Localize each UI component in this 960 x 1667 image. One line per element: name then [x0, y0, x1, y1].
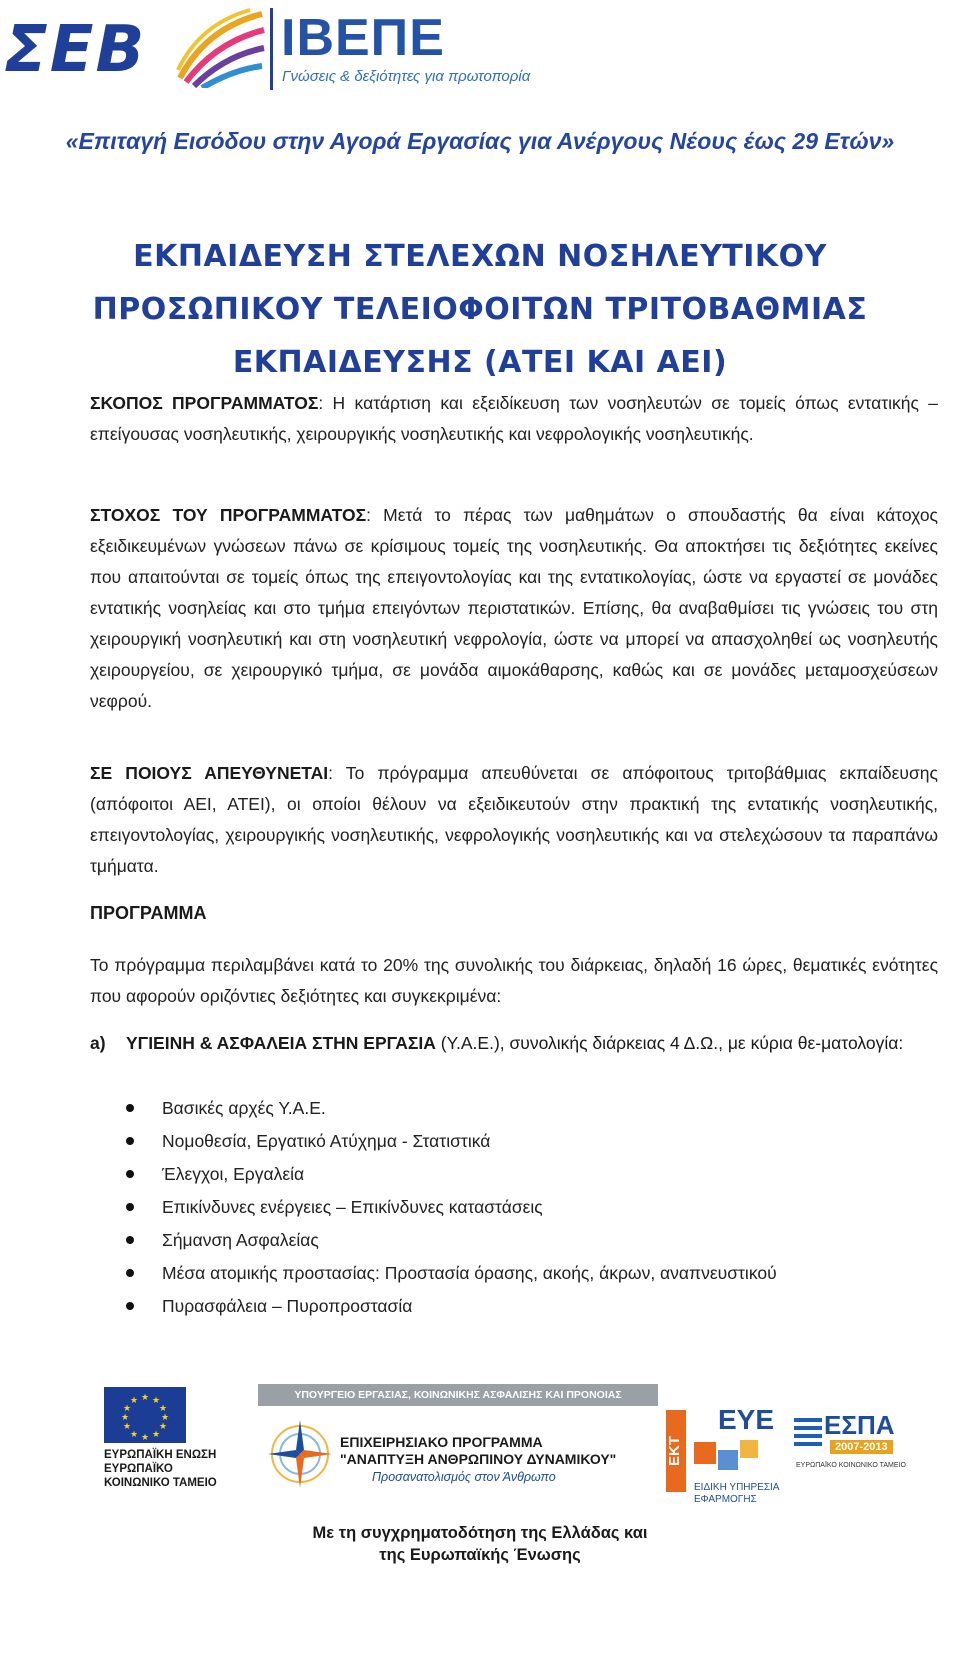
list-item-text: Επικίνδυνες ενέργειες – Επικίνδυνες καταστάσεις [162, 1197, 543, 1217]
title-line: ΕΚΠΑΙΔΕΥΣΗΣ (ΑΤΕΙ ΚΑΙ ΑΕΙ) [232, 345, 728, 380]
page-title [60, 230, 900, 389]
eu-caption-line: ΕΥΡΩΠΑΪΚΗ ΕΝΩΣΗ [104, 1449, 217, 1461]
purpose-label: ΣΚΟΠΟΣ ΠΡΟΓΡΑΜΜΑΤΟΣ [90, 393, 319, 413]
item-marker: a) [90, 1033, 106, 1053]
goal-text: : Μετά το πέρας των μαθημάτων ο σπουδαστής θα είναι κάτοχος εξειδικευμένων γνώσεων πάνω σε κρίσιμους τομείς της νοσηλευτικής. Θα αποκτήσει τις δεξιότητες εκείνες που απαιτούνται σε τομείς όπως της επειγοντολογίας και της εντατικολογίας, ώστε να εργαστεί σε μονάδες εντατικής νοσηλείας και στο τμήμα επειγόντων περιστατικών. Επίσης, θα αναβαθμίσει τις γνώσεις του στη χειρουργική νοσηλευτική και στη νοσηλευτική νεφρολογία, ώστε να μπορεί να απασχοληθεί ως νοσηλευτής χειρουργείου, σε χειρουργικό τμήμα, σε μονάδα αιμοκάθαρσης, καθώς και σε μονάδες μεταμοσχεύσεων νεφρού. [90, 505, 938, 711]
goal-label: ΣΤΟΧΟΣ ΤΟΥ ΠΡΟΓΡΑΜΜΑΤΟΣ [90, 505, 367, 525]
eu-caption [104, 1448, 217, 1490]
bullet-icon [126, 1236, 134, 1244]
eye-caption-line: ΕΦΑΡΜΟΓΗΣ [694, 1494, 757, 1505]
bullet-icon [126, 1170, 134, 1178]
ministry-band: ΥΠΟΥΡΓΕΙΟ ΕΡΓΑΣΙΑΣ, ΚΟΙΝΩΝΙΚΗΣ ΑΣΦΑΛΙΣΗΣ ΚΑΙ ΠΡΟΝΟΙΑΣ [258, 1384, 658, 1406]
espa-logo: ΕΣΠΑ [824, 1410, 895, 1440]
item-a-rest: (Υ.Α.Ε.), συνολικής διάρκειας 4 Δ.Ω., με κύρια θε-ματολογία: [435, 1033, 904, 1053]
list-item [126, 1092, 926, 1125]
list-item-text: Νομοθεσία, Εργατικό Ατύχημα - Στατιστικά [162, 1131, 491, 1151]
compass-icon [266, 1416, 334, 1492]
program-item-a [90, 1028, 938, 1059]
eye-caption-line: ΕΙΔΙΚΗ ΥΠΗΡΕΣΙΑ [694, 1482, 780, 1493]
greek-flag-icon [794, 1414, 822, 1454]
list-item [126, 1257, 926, 1290]
goal-section [90, 500, 938, 717]
audience-section [90, 758, 938, 882]
eye-caption [694, 1482, 779, 1506]
list-item [126, 1290, 926, 1323]
eu-caption-line: ΚΟΙΝΩΝΙΚΟ ΤΑΜΕΙΟ [104, 1477, 217, 1489]
list-item [126, 1224, 926, 1257]
list-item [126, 1191, 926, 1224]
op-title-line: "ΑΝΑΠΤΥΞΗ ΑΝΘΡΩΠΙΝΟΥ ΔΥΝΑΜΙΚΟΥ" [340, 1451, 617, 1467]
seb-swoosh-icon [176, 8, 268, 88]
cofunding-note [0, 1522, 960, 1566]
eu-caption-line: ΕΥΡΩΠΑΪΚΟ [104, 1463, 173, 1475]
bullet-icon [126, 1203, 134, 1211]
list-item-text: Σήμανση Ασφαλείας [162, 1230, 319, 1250]
op-title-line: ΕΠΙΧΕΙΡΗΣΙΑΚΟ ΠΡΟΓΡΑΜΜΑ [340, 1434, 543, 1450]
program-intro: Το πρόγραμμα περιλαμβάνει κατά το 20% της συνολικής του διάρκειας, δηλαδή 16 ώρες, θεματικές ενότητες που αφορούν οριζόντιες δεξιότητες και συγκεκριμένα: [90, 955, 938, 1006]
purpose-section [90, 388, 938, 450]
bullet-icon [126, 1137, 134, 1145]
title-line: ΠΡΟΣΩΠΙΚΟΥ ΤΕΛΕΙΟΦΟΙΤΩΝ ΤΡΙΤΟΒΑΘΜΙΑΣ [92, 292, 868, 327]
eye-logo: ΕΥΕ [718, 1404, 775, 1435]
cofunding-line: της Ευρωπαϊκής Ένωσης [379, 1546, 581, 1564]
eu-flag-icon: ★ ★ ★ ★ ★ ★ ★ ★ ★ ★ ★ ★ [104, 1387, 186, 1443]
list-item-text: Έλεγχοι, Εργαλεία [162, 1164, 305, 1184]
audience-label: ΣΕ ΠΟΙΟΥΣ ΑΠΕΥΘΥΝΕΤΑΙ [90, 763, 329, 783]
cofunding-line: Με τη συγχρηματοδότηση της Ελλάδας και [312, 1524, 648, 1542]
op-slogan: Προσανατολισμός στον Άνθρωπο [372, 1470, 556, 1484]
item-a-heading: ΥΓΙΕΙΝΗ & ΑΣΦΑΛΕΙΑ ΣΤΗΝ ΕΡΓΑΣΙΑ [126, 1033, 436, 1053]
header-divider [270, 8, 273, 90]
purpose-text: : Η κατάρτιση και εξειδίκευση των νοσηλευτών σε τομείς όπως εντατικής – επείγουσας νοσηλευτικής, χειρουργικής νοσηλευτικής και νεφρολογικής νοσηλευτικής. [90, 393, 939, 444]
ivepe-tagline: Γνώσεις & δεξιότητες για πρωτοπορία [282, 68, 531, 85]
bullet-icon [126, 1269, 134, 1277]
seb-logo: ΣΕΒ [4, 13, 147, 87]
audience-text: : Το πρόγραμμα απευθύνεται σε απόφοιτους τριτοβάθμιας εκπαίδευσης (απόφοιτοι ΑΕΙ, ΑΤΕΙ), οι οποίοι θέλουν να εξειδικευτούν στην πρακτική της εντατικής νοσηλευτικής, επειγοντολογίας, χειρουργικής νοσηλευτικής, νεφρολογικής νοσηλευτικής και να στελεχώσουν τα παραπάνω τμήματα. [90, 763, 938, 876]
op-title [340, 1434, 616, 1468]
ekt-logo-text: ΕΚΤ [666, 1436, 683, 1466]
bullet-icon [126, 1104, 134, 1112]
topic-list [126, 1092, 926, 1323]
list-item-text: Πυρασφάλεια – Πυροπροστασία [162, 1296, 413, 1316]
espa-years: 2007-2013 [830, 1440, 893, 1454]
item-a-text [126, 1028, 938, 1059]
list-item-text: Βασικές αρχές Υ.Α.Ε. [162, 1098, 326, 1118]
program-subtitle: «Επιταγή Εισόδου στην Αγορά Εργασίας για Ανέργους Νέους έως 29 Ετών» [65, 128, 895, 154]
list-item [126, 1158, 926, 1191]
title-line: ΕΚΠΑΙΔΕΥΣΗ ΣΤΕΛΕΧΩΝ ΝΟΣΗΛΕΥΤΙΚΟΥ [133, 239, 827, 274]
eye-logo-shapes [690, 1436, 762, 1480]
page-header [0, 0, 960, 100]
list-item-text: Μέσα ατομικής προστασίας: Προστασία όρασης, ακοής, άκρων, αναπνευστικού [162, 1263, 777, 1283]
espa-caption: ΕΥΡΩΠΑΪΚΟ ΚΟΙΝΩΝΙΚΟ ΤΑΜΕΙΟ [796, 1462, 906, 1469]
bullet-icon [126, 1302, 134, 1310]
program-heading: ΠΡΟΓΡΑΜΜΑ [90, 903, 207, 923]
ivepe-logo: ΙΒΕΠΕ [281, 9, 445, 67]
list-item [126, 1125, 926, 1158]
